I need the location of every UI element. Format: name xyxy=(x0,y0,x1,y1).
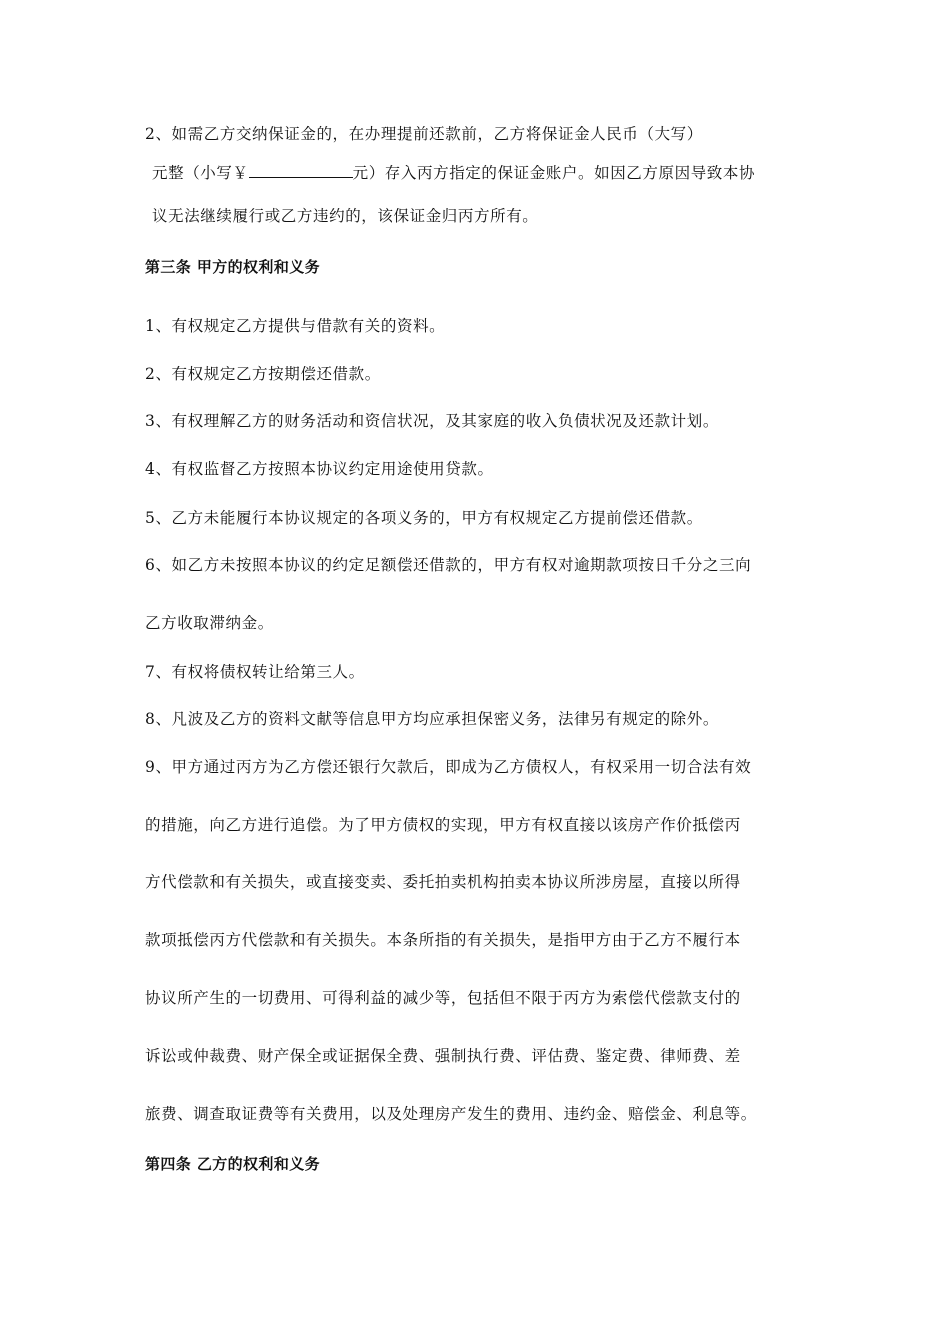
article-3-item: 1、有权规定乙方提供与借款有关的资料。 xyxy=(145,317,446,335)
deposit-clause-line-1: 2、如需乙方交纳保证金的，在办理提前还款前，乙方将保证金人民币（大写） xyxy=(145,125,703,143)
article-3-item-continued: 协议所产生的一切费用、可得利益的减少等，包括但不限于丙方为索偿代偿款支付的 xyxy=(145,989,741,1007)
amount-blank-field xyxy=(249,163,353,178)
deposit-clause-text-a: 元整（小写￥ xyxy=(152,164,249,182)
article-3-item-continued: 款项抵偿丙方代偿款和有关损失。本条所指的有关损失，是指甲方由于乙方不履行本 xyxy=(145,931,741,949)
article-3-item-continued: 诉讼或仲裁费、财产保全或证据保全费、强制执行费、评估费、鉴定费、律师费、差 xyxy=(145,1047,741,1065)
article-3-item: 8、凡波及乙方的资料文献等信息甲方均应承担保密义务，法律另有规定的除外。 xyxy=(145,710,719,728)
article-3-item-continued: 乙方收取滞纳金。 xyxy=(145,614,274,632)
deposit-clause-line-3: 议无法继续履行或乙方违约的，该保证金归丙方所有。 xyxy=(152,207,539,225)
article-3-item: 6、如乙方未按照本协议的约定足额偿还借款的，甲方有权对逾期款项按日千分之三向 xyxy=(145,556,752,574)
article-3-item-continued: 方代偿款和有关损失，或直接变卖、委托拍卖机构拍卖本协议所涉房屋，直接以所得 xyxy=(145,873,741,891)
article-3-item: 4、有权监督乙方按照本协议约定用途使用贷款。 xyxy=(145,460,494,478)
article-3-item: 5、乙方未能履行本协议规定的各项义务的，甲方有权规定乙方提前偿还借款。 xyxy=(145,509,703,527)
article-3-item: 7、有权将债权转让给第三人。 xyxy=(145,663,365,681)
article-3-item: 9、甲方通过丙方为乙方偿还银行欠款后，即成为乙方债权人，有权采用一切合法有效 xyxy=(145,758,752,776)
article-3-item: 3、有权理解乙方的财务活动和资信状况，及其家庭的收入负债状况及还款计划。 xyxy=(145,412,719,430)
article-3-item-continued: 旅费、调查取证费等有关费用，以及处理房产发生的费用、违约金、赔偿金、利息等。 xyxy=(145,1105,757,1123)
deposit-clause-text-b: 元）存入丙方指定的保证金账户。如因乙方原因导致本协 xyxy=(352,164,756,182)
deposit-clause-line-2 xyxy=(152,163,755,183)
article-3-item: 2、有权规定乙方按期偿还借款。 xyxy=(145,365,381,383)
article-4-heading: 第四条 乙方的权利和义务 xyxy=(145,1155,321,1173)
article-3-heading: 第三条 甲方的权利和义务 xyxy=(145,258,321,276)
article-3-item-continued: 的措施，向乙方进行追偿。为了甲方债权的实现，甲方有权直接以该房产作价抵偿丙 xyxy=(145,816,741,834)
